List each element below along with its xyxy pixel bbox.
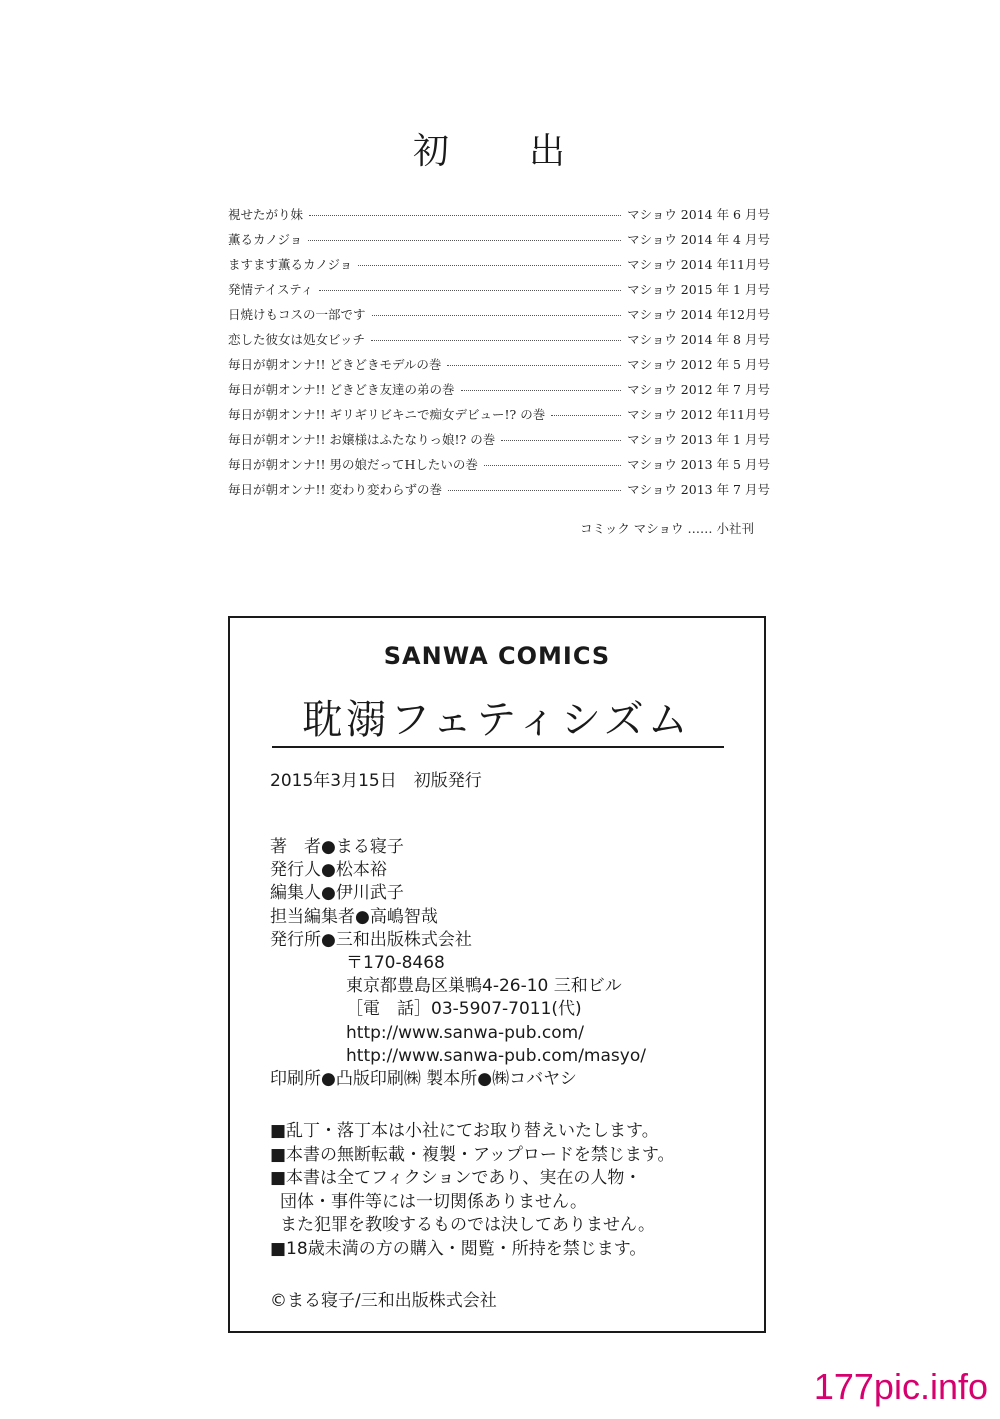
publication-issue: マショウ 2012 年11月号	[627, 407, 770, 422]
notice-line: また犯罪を教唆するものでは決してありません。	[280, 1215, 656, 1236]
publication-issue: マショウ 2013 年 7 月号	[627, 482, 770, 497]
credit-row	[228, 230, 770, 255]
story-title: 毎日が朝オンナ!! どきどきモデルの巻	[228, 357, 442, 372]
credit-row	[228, 430, 770, 455]
printer-line: 印刷所●凸版印刷㈱ 製本所●㈱コバヤシ	[270, 1069, 577, 1090]
managing-editor-line: 担当編集者●高嶋智哉	[270, 906, 438, 927]
credit-row	[228, 405, 770, 430]
story-title: ますます薫るカノジョ	[228, 257, 353, 272]
publication-issue: マショウ 2014 年11月号	[627, 257, 770, 272]
staff-block	[270, 836, 646, 1091]
dot-leader	[358, 264, 621, 266]
story-title: 視せたがり妹	[228, 207, 304, 222]
publication-issue: マショウ 2014 年12月号	[627, 307, 770, 322]
dot-leader	[484, 464, 621, 466]
publication-issue: マショウ 2012 年 7 月号	[627, 382, 770, 397]
notice-block	[270, 1120, 675, 1262]
editor-line: 編集人●伊川武子	[270, 883, 404, 904]
story-title: 恋した彼女は処女ビッチ	[228, 332, 366, 347]
dot-leader	[551, 414, 621, 416]
colophon-box	[228, 616, 766, 1333]
credit-row	[228, 480, 770, 505]
dot-leader	[372, 314, 622, 316]
publication-date: 2015年3月15日 初版発行	[270, 771, 482, 791]
story-title: 毎日が朝オンナ!! どきどき友達の弟の巻	[228, 382, 455, 397]
publication-issue: マショウ 2014 年 6 月号	[627, 207, 770, 222]
notice-line: ■本書は全てフィクションであり、実在の人物・	[270, 1168, 642, 1189]
story-title: 発情テイスティ	[228, 282, 314, 297]
first-appearance-list	[228, 205, 770, 505]
story-title: 薫るカノジョ	[228, 232, 303, 247]
publishing-house-line: 発行所●三和出版株式会社	[270, 929, 472, 950]
copyright-line: ©まる寝子/三和出版株式会社	[270, 1291, 497, 1311]
story-title: 毎日が朝オンナ!! ギリギリビキニで痴女デビュー!? の巻	[228, 407, 546, 422]
credits-note: コミック マショウ …… 小社刊	[580, 521, 754, 536]
notice-line: ■乱丁・落丁本は小社にてお取り替えいたします。	[270, 1121, 659, 1141]
notice-line: ■本書の無断転載・複製・アップロードを禁じます。	[270, 1144, 675, 1165]
dot-leader	[308, 239, 621, 241]
notice-line: ■18歳未満の方の購入・閲覧・所持を禁じます。	[270, 1238, 647, 1259]
story-title: 毎日が朝オンナ!! 男の娘だってHしたいの巻	[228, 457, 478, 472]
dot-leader	[309, 214, 621, 216]
publisher-line: 発行人●松本裕	[270, 860, 387, 881]
publication-issue: マショウ 2014 年 8 月号	[627, 332, 770, 347]
publication-issue: マショウ 2013 年 5 月号	[627, 457, 770, 472]
watermark-text: 177pic.info	[813, 1366, 988, 1407]
credit-row	[228, 255, 770, 280]
author-line: 著 者●まる寝子	[270, 837, 404, 857]
story-title: 毎日が朝オンナ!! お嬢様はふたなりっ娘!? の巻	[228, 432, 496, 447]
imprint-label: SANWA COMICS	[383, 642, 611, 670]
phone-number: ［電 話］03-5907-7011(代)	[346, 999, 582, 1020]
dot-leader	[501, 439, 621, 441]
dot-leader	[448, 489, 621, 491]
credit-row	[228, 330, 770, 355]
dot-leader	[447, 364, 621, 366]
first-appearance-heading: 初 出	[412, 131, 587, 172]
website-url: http://www.sanwa-pub.com/	[346, 1022, 584, 1043]
credit-row	[228, 455, 770, 480]
story-title: 日焼けもコスの一部です	[228, 307, 366, 322]
postal-code: 〒170-8468	[346, 953, 445, 974]
credit-row	[228, 280, 770, 305]
story-title: 毎日が朝オンナ!! 変わり変わらずの巻	[228, 482, 443, 497]
credit-row	[228, 305, 770, 330]
book-title: 耽溺フェティシズム	[302, 697, 692, 743]
publication-issue: マショウ 2014 年 4 月号	[627, 232, 770, 247]
dot-leader	[461, 389, 622, 391]
notice-line: 団体・事件等には一切関係ありません。	[280, 1191, 588, 1212]
dot-leader	[371, 339, 621, 341]
publication-issue: マショウ 2013 年 1 月号	[627, 432, 770, 447]
publication-issue: マショウ 2015 年 1 月号	[627, 282, 770, 297]
title-underline	[272, 746, 724, 748]
credit-row	[228, 355, 770, 380]
credit-row	[228, 205, 770, 230]
publication-issue: マショウ 2012 年 5 月号	[627, 357, 770, 372]
magazine-url: http://www.sanwa-pub.com/masyo/	[346, 1045, 646, 1066]
credit-row	[228, 380, 770, 405]
dot-leader	[319, 289, 621, 291]
street-address: 東京都豊島区巣鴨4-26-10 三和ビル	[346, 976, 622, 997]
